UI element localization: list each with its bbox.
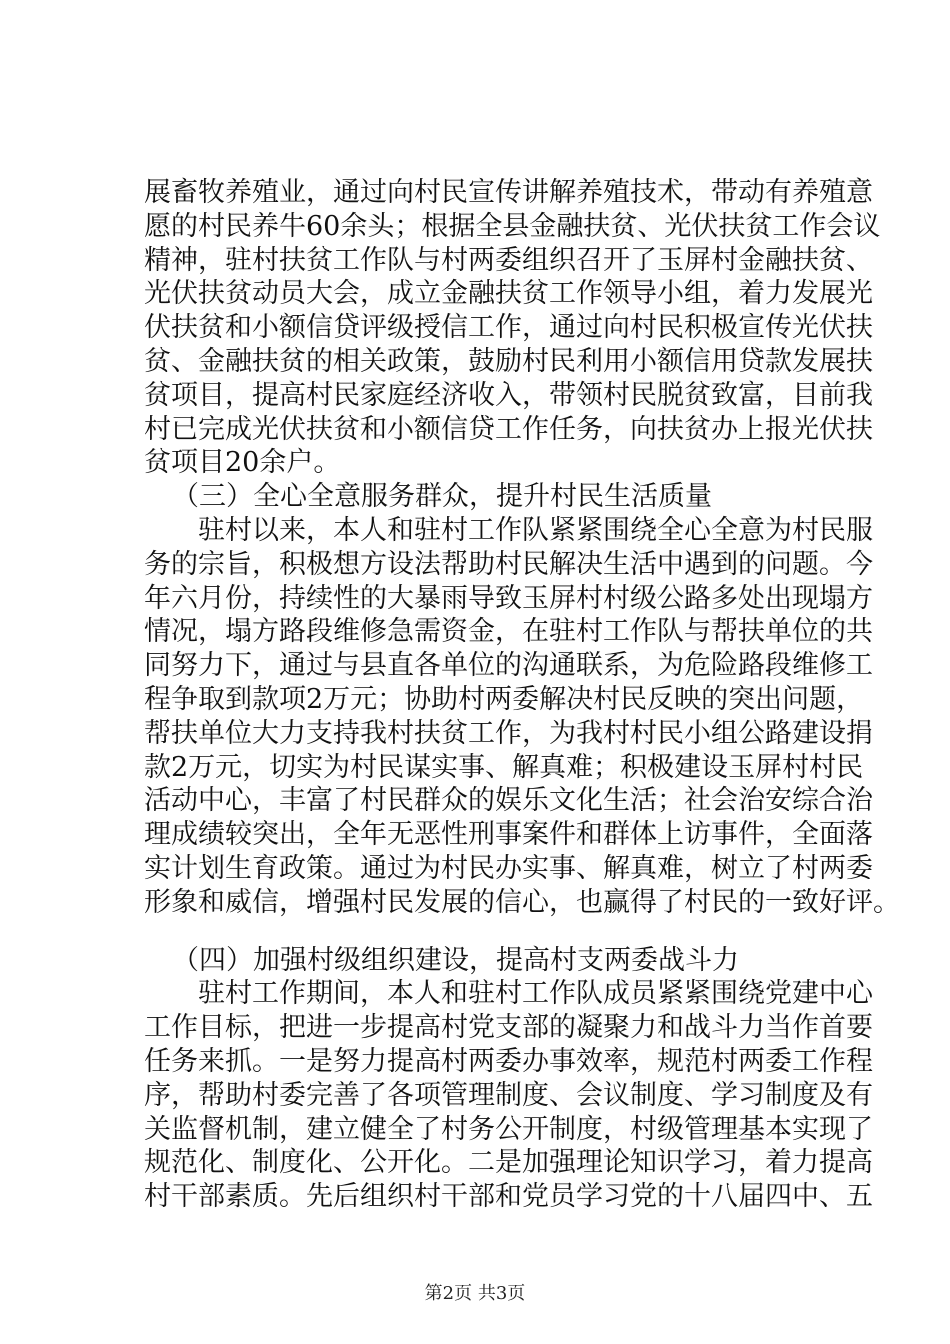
paragraph-line: 情况，塌方路段维修急需资金，在驻村工作队与帮扶单位的共 bbox=[144, 616, 873, 647]
paragraph-line: 同努力下，通过与县直各单位的沟通联系，为危险路段维修工 bbox=[144, 650, 873, 681]
page-footer: 第2页 共3页 bbox=[424, 1283, 526, 1304]
paragraph-line: 程争取到款项2万元；协助村两委解决村民反映的突出问题， bbox=[144, 684, 864, 715]
paragraph-line: 驻村工作期间，本人和驻村工作队成员紧紧围绕党建中心 bbox=[198, 978, 873, 1009]
paragraph-line: 帮扶单位大力支持我村扶贫工作，为我村村民小组公路建设捐 bbox=[144, 718, 873, 749]
section-heading-3: （三）全心全意服务群众，提升村民生活质量 bbox=[172, 481, 712, 512]
paragraph-line: 关监督机制，建立健全了村务公开制度，村级管理基本实现了 bbox=[144, 1114, 873, 1145]
paragraph-line: 款2万元，切实为村民谋实事、解真难；积极建设玉屏村村民 bbox=[144, 752, 864, 783]
paragraph-line: 年六月份，持续性的大暴雨导致玉屏村村级公路多处出现塌方 bbox=[144, 583, 873, 614]
paragraph-line: 工作目标，把进一步提高村党支部的凝聚力和战斗力当作首要 bbox=[144, 1012, 873, 1043]
paragraph-line: 精神，驻村扶贫工作队与村两委组织召开了玉屏村金融扶贫、 bbox=[144, 245, 873, 276]
paragraph-line: 贫项目，提高村民家庭经济收入，带领村民脱贫致富，目前我 bbox=[144, 380, 873, 411]
paragraph-line: 任务来抓。一是努力提高村两委办事效率，规范村两委工作程 bbox=[144, 1046, 873, 1077]
paragraph-line: 理成绩较突出，全年无恶性刑事案件和群体上访事件，全面落 bbox=[144, 819, 873, 850]
paragraph-line: 村干部素质。先后组织村干部和党员学习党的十八届四中、五 bbox=[144, 1181, 873, 1212]
paragraph-line: 展畜牧养殖业，通过向村民宣传讲解养殖技术，带动有养殖意 bbox=[144, 177, 873, 208]
paragraph-line: 务的宗旨，积极想方设法帮助村民解决生活中遇到的问题。今 bbox=[144, 549, 873, 580]
paragraph-line: 贫、金融扶贫的相关政策，鼓励村民利用小额信用贷款发展扶 bbox=[144, 346, 873, 377]
paragraph-line: 规范化、制度化、公开化。二是加强理论知识学习，着力提高 bbox=[144, 1147, 873, 1178]
paragraph-line: 村已完成光伏扶贫和小额信贷工作任务，向扶贫办上报光伏扶 bbox=[144, 414, 873, 445]
paragraph-line: 形象和威信，增强村民发展的信心，也赢得了村民的一致好评。 bbox=[144, 887, 900, 918]
paragraph-line: 贫项目20余户。 bbox=[144, 447, 341, 478]
paragraph-line: 实计划生育政策。通过为村民办实事、解真难，树立了村两委 bbox=[144, 853, 873, 884]
paragraph-line: 驻村以来，本人和驻村工作队紧紧围绕全心全意为村民服 bbox=[198, 515, 873, 546]
section-heading-4: （四）加强村级组织建设，提高村支两委战斗力 bbox=[172, 945, 739, 976]
paragraph-line: 活动中心，丰富了村民群众的娱乐文化生活；社会治安综合治 bbox=[144, 785, 873, 816]
paragraph-line: 伏扶贫和小额信贷评级授信工作，通过向村民积极宣传光伏扶 bbox=[144, 312, 873, 343]
paragraph-line: 愿的村民养牛60余头；根据全县金融扶贫、光伏扶贫工作会议 bbox=[144, 211, 881, 242]
paragraph-line: 序，帮助村委完善了各项管理制度、会议制度、学习制度及有 bbox=[144, 1080, 873, 1111]
paragraph-line: 光伏扶贫动员大会，成立金融扶贫工作领导小组，着力发展光 bbox=[144, 278, 873, 309]
